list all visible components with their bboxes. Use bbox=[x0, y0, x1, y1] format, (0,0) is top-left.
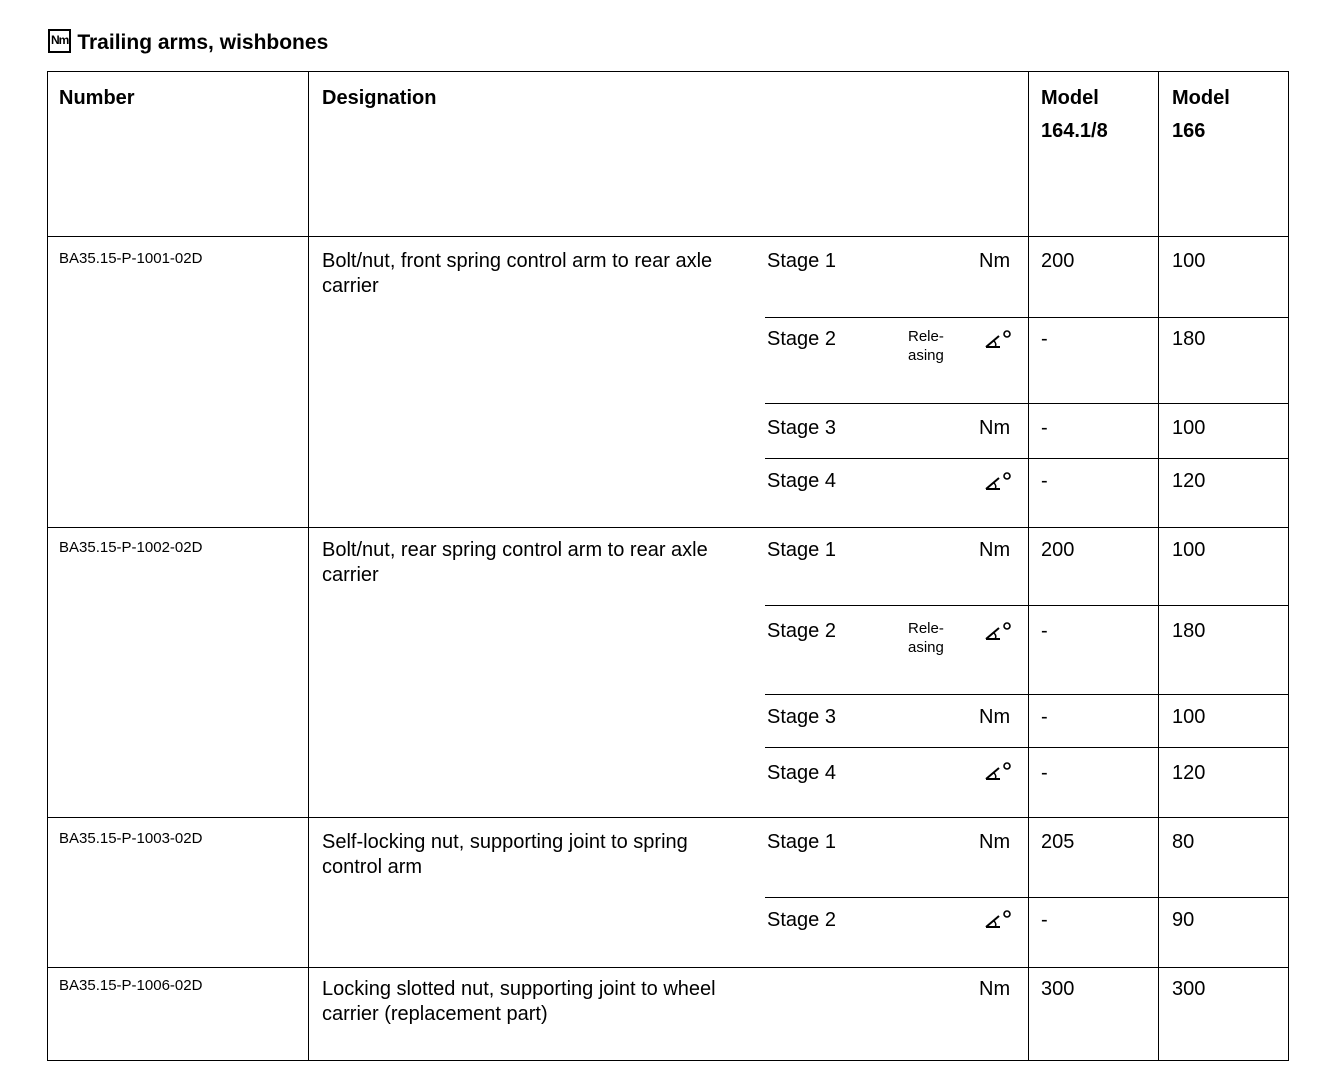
torque-nm-icon: Nm bbox=[48, 29, 71, 53]
angle-degree-icon bbox=[983, 760, 1013, 782]
value-model-166: 180 bbox=[1172, 620, 1206, 642]
header-model-166-line1: Model bbox=[1172, 87, 1230, 109]
value-model-164: - bbox=[1041, 328, 1048, 350]
stage-label: Stage 1 bbox=[767, 539, 836, 561]
unit-nm: Nm bbox=[979, 250, 1011, 272]
releasing-note bbox=[908, 327, 944, 365]
value-model-164: - bbox=[1041, 762, 1048, 784]
unit-nm: Nm bbox=[979, 831, 1011, 853]
stage-divider bbox=[765, 403, 1288, 404]
column-divider bbox=[308, 72, 309, 1060]
designation-text: Self-locking nut, supporting joint to spring control arm bbox=[322, 831, 688, 878]
row-divider bbox=[48, 527, 1288, 528]
stage-label: Stage 2 bbox=[767, 620, 836, 642]
value-model-164: - bbox=[1041, 470, 1048, 492]
value-model-166: 300 bbox=[1172, 978, 1206, 1000]
stage-label: Stage 3 bbox=[767, 417, 836, 439]
value-model-164: - bbox=[1041, 706, 1048, 728]
angle-degree-icon bbox=[983, 620, 1013, 642]
value-model-166: 180 bbox=[1172, 328, 1206, 350]
unit-nm: Nm bbox=[979, 417, 1011, 439]
header-model-164-line2: 164.1/8 bbox=[1041, 120, 1108, 142]
stage-label: Stage 2 bbox=[767, 328, 836, 350]
section-heading bbox=[48, 28, 328, 58]
header-model-166 bbox=[1172, 82, 1230, 148]
value-model-166: 100 bbox=[1172, 539, 1206, 561]
releasing-note-line1: Rele- bbox=[908, 620, 944, 637]
header-model-164-line1: Model bbox=[1041, 87, 1099, 109]
stage-label: Stage 4 bbox=[767, 470, 836, 492]
stage-divider bbox=[765, 317, 1288, 318]
row-divider bbox=[48, 236, 1288, 237]
header-designation: Designation bbox=[322, 87, 437, 109]
section-title: Trailing arms, wishbones bbox=[77, 31, 329, 54]
stage-label: Stage 1 bbox=[767, 831, 836, 853]
releasing-note-line1: Rele- bbox=[908, 328, 944, 345]
value-model-166: 120 bbox=[1172, 762, 1206, 784]
value-model-164: 300 bbox=[1041, 978, 1075, 1000]
header-model-166-line2: 166 bbox=[1172, 120, 1206, 142]
designation-text: Bolt/nut, front spring control arm to rear axle carrier bbox=[322, 250, 713, 297]
part-number: BA35.15-P-1003-02D bbox=[59, 830, 203, 847]
releasing-note bbox=[908, 619, 944, 657]
value-model-166: 100 bbox=[1172, 706, 1206, 728]
angle-degree-icon bbox=[983, 908, 1013, 930]
part-number: BA35.15-P-1006-02D bbox=[59, 977, 203, 994]
unit-nm: Nm bbox=[979, 706, 1011, 728]
part-number: BA35.15-P-1002-02D bbox=[59, 539, 203, 556]
angle-degree-icon bbox=[983, 470, 1013, 492]
value-model-166: 90 bbox=[1172, 909, 1195, 931]
column-divider bbox=[1028, 72, 1029, 1060]
row-divider bbox=[48, 817, 1288, 818]
stage-divider bbox=[765, 897, 1288, 898]
stage-divider bbox=[765, 694, 1288, 695]
header-number: Number bbox=[59, 87, 135, 109]
unit-nm: Nm bbox=[979, 978, 1011, 1000]
value-model-164: - bbox=[1041, 620, 1048, 642]
stage-label: Stage 2 bbox=[767, 909, 836, 931]
designation-text: Locking slotted nut, supporting joint to wheel carrier (replacement part) bbox=[322, 978, 716, 1025]
designation-text: Bolt/nut, rear spring control arm to rear axle carrier bbox=[322, 539, 708, 586]
column-divider bbox=[1158, 72, 1159, 1060]
value-model-166: 80 bbox=[1172, 831, 1195, 853]
stage-label: Stage 4 bbox=[767, 762, 836, 784]
torque-table bbox=[47, 71, 1289, 1061]
stage-divider bbox=[765, 747, 1288, 748]
unit-nm: Nm bbox=[979, 539, 1011, 561]
stage-divider bbox=[765, 605, 1288, 606]
value-model-164: - bbox=[1041, 909, 1048, 931]
part-number: BA35.15-P-1001-02D bbox=[59, 250, 203, 267]
releasing-note-line2: asing bbox=[908, 347, 944, 364]
row-divider bbox=[48, 967, 1288, 968]
releasing-note-line2: asing bbox=[908, 639, 944, 656]
stage-divider bbox=[765, 458, 1288, 459]
value-model-164: 205 bbox=[1041, 831, 1075, 853]
value-model-166: 120 bbox=[1172, 470, 1206, 492]
value-model-166: 100 bbox=[1172, 250, 1206, 272]
stage-label: Stage 1 bbox=[767, 250, 836, 272]
value-model-164: 200 bbox=[1041, 250, 1075, 272]
stage-label: Stage 3 bbox=[767, 706, 836, 728]
value-model-164: - bbox=[1041, 417, 1048, 439]
value-model-166: 100 bbox=[1172, 417, 1206, 439]
header-model-164 bbox=[1041, 82, 1108, 148]
angle-degree-icon bbox=[983, 328, 1013, 350]
value-model-164: 200 bbox=[1041, 539, 1075, 561]
